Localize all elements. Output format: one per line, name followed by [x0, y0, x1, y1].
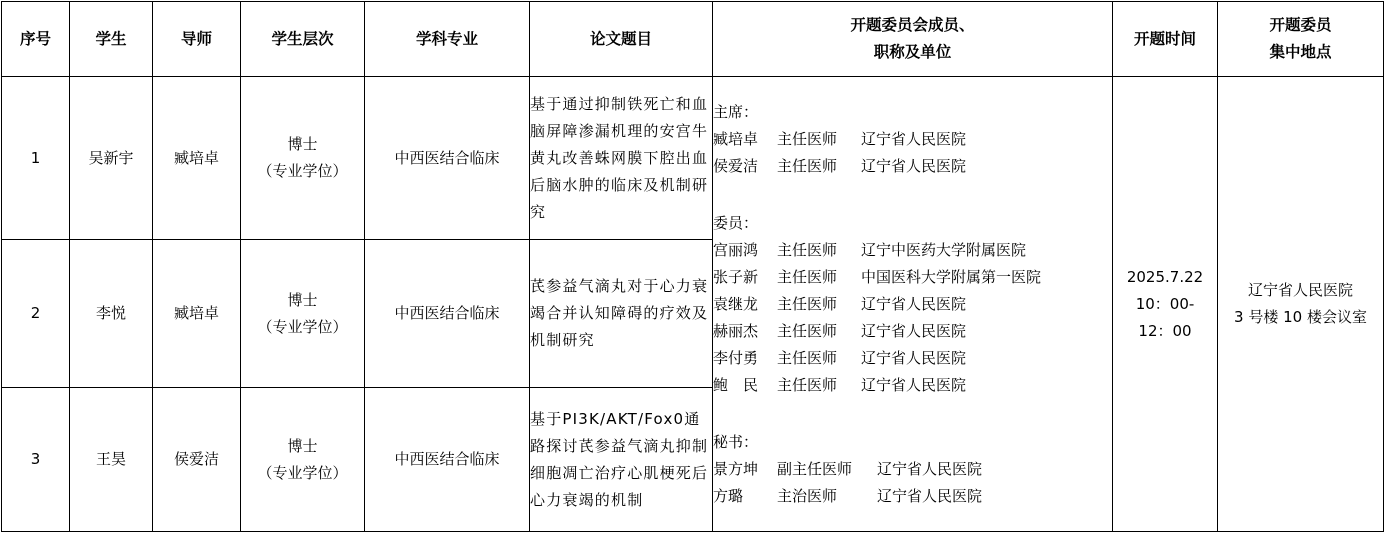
row-level: [241, 240, 365, 388]
row-major: 中西医结合临床: [365, 240, 530, 388]
member-name: 景方坤: [713, 459, 759, 478]
member-name: 赫丽杰: [713, 321, 759, 340]
committee-member: [713, 483, 1112, 510]
member-name: 鲍 民: [713, 375, 759, 394]
committee-member: [713, 318, 1112, 345]
header-committee: [713, 2, 1113, 77]
member-unit: 辽宁省人民医院: [861, 375, 967, 394]
chair-label: 主席：: [713, 102, 759, 121]
member-title: 主任医师: [777, 348, 838, 367]
committee-member: [713, 153, 1112, 180]
committee-member: [713, 237, 1112, 264]
row-major: 中西医结合临床: [365, 77, 530, 240]
row-thesis: 基于通过抑制铁死亡和血脑屏障渗漏机理的安宫牛黄丸改善蛛网膜下腔出血后脑水肿的临床及机制研究: [530, 77, 713, 240]
member-unit: 辽宁省人民医院: [861, 129, 967, 148]
member-title: 主任医师: [777, 321, 838, 340]
committee-members-block: [713, 210, 1112, 399]
committee-secretary-block: [713, 429, 1112, 510]
member-name: 宫丽鸿: [713, 240, 759, 259]
header-place-line2: 集中地点: [1269, 43, 1332, 61]
member-title: 主任医师: [777, 294, 838, 313]
secretary-label: 秘书：: [713, 432, 759, 451]
header-major: 学科专业: [365, 2, 530, 77]
member-name: 侯爱洁: [713, 156, 759, 175]
member-name: 张子新: [713, 267, 759, 286]
header-committee-line2: 职称及单位: [873, 43, 952, 61]
row-advisor: 侯爱洁: [153, 388, 241, 532]
place-line2: 3 号楼 10 楼会议室: [1234, 308, 1367, 326]
member-unit: 中国医科大学附属第一医院: [861, 267, 1042, 286]
proposal-end-time: 12：00: [1138, 321, 1192, 340]
place-line1: 辽宁省人民医院: [1247, 281, 1353, 299]
committee-member: [713, 345, 1112, 372]
row-student: 李悦: [70, 240, 153, 388]
member-title: 主任医师: [777, 375, 838, 394]
member-unit: 辽宁省人民医院: [877, 459, 983, 478]
row-advisor: 臧培卓: [153, 240, 241, 388]
committee-member: [713, 372, 1112, 399]
row-seq: 2: [2, 240, 70, 388]
member-unit: 辽宁省人民医院: [861, 321, 967, 340]
committee-member: [713, 291, 1112, 318]
member-title: 主任医师: [777, 240, 838, 259]
row-level-type: （专业学位）: [257, 317, 348, 336]
committee-member: [713, 264, 1112, 291]
member-name: 袁继龙: [713, 294, 759, 313]
row-level-degree: 博士: [287, 436, 318, 455]
row-advisor: 臧培卓: [153, 77, 241, 240]
member-unit: 辽宁中医药大学附属医院: [861, 240, 1027, 259]
committee-members-cell: [713, 77, 1113, 532]
member-unit: 辽宁省人民医院: [877, 486, 983, 505]
member-title: 主任医师: [777, 129, 838, 148]
member-label: 委员：: [713, 213, 759, 232]
proposal-place-cell: [1218, 77, 1384, 532]
row-seq: 3: [2, 388, 70, 532]
committee-chair-block: [713, 99, 1112, 180]
row-seq: 1: [2, 77, 70, 240]
committee-member: [713, 456, 1112, 483]
header-level: 学生层次: [241, 2, 365, 77]
header-student: 学生: [70, 2, 153, 77]
row-level: [241, 388, 365, 532]
header-committee-line1: 开题委员会成员、: [850, 16, 975, 34]
member-unit: 辽宁省人民医院: [861, 156, 967, 175]
row-student: 吴新宇: [70, 77, 153, 240]
committee-member: [713, 126, 1112, 153]
member-name: 李付勇: [713, 348, 759, 367]
row-thesis: 芪参益气滴丸对于心力衰竭合并认知障碍的疗效及机制研究: [530, 240, 713, 388]
header-row: [2, 2, 1384, 77]
row-level-degree: 博士: [287, 290, 318, 309]
header-time: 开题时间: [1113, 2, 1218, 77]
header-place: [1218, 2, 1384, 77]
table-row: [2, 77, 1384, 240]
member-unit: 辽宁省人民医院: [861, 294, 967, 313]
proposal-start-time: 10：00-: [1135, 294, 1195, 313]
row-level-degree: 博士: [287, 135, 318, 153]
row-level-type: （专业学位）: [257, 162, 348, 180]
member-title: 主任医师: [777, 156, 838, 175]
header-seq: 序号: [2, 2, 70, 77]
thesis-proposal-table: [1, 1, 1384, 532]
member-name: 臧培卓: [713, 129, 759, 148]
proposal-date: 2025.7.22: [1126, 267, 1204, 286]
row-thesis: 基于PI3K/AKT/Fox0通路探讨芪参益气滴丸抑制细胞凋亡治疗心肌梗死后心力衰竭的机制: [530, 388, 713, 532]
member-title: 主任医师: [777, 267, 838, 286]
row-level: [241, 77, 365, 240]
member-title: 副主任医师: [777, 459, 853, 478]
member-name: 方璐: [713, 486, 744, 505]
member-unit: 辽宁省人民医院: [861, 348, 967, 367]
header-place-line1: 开题委员: [1269, 16, 1332, 34]
row-level-type: （专业学位）: [257, 463, 348, 482]
header-thesis: 论文题目: [530, 2, 713, 77]
row-student: 王昊: [70, 388, 153, 532]
member-title: 主治医师: [777, 486, 838, 505]
header-advisor: 导师: [153, 2, 241, 77]
proposal-time-cell: [1113, 77, 1218, 532]
row-major: 中西医结合临床: [365, 388, 530, 532]
